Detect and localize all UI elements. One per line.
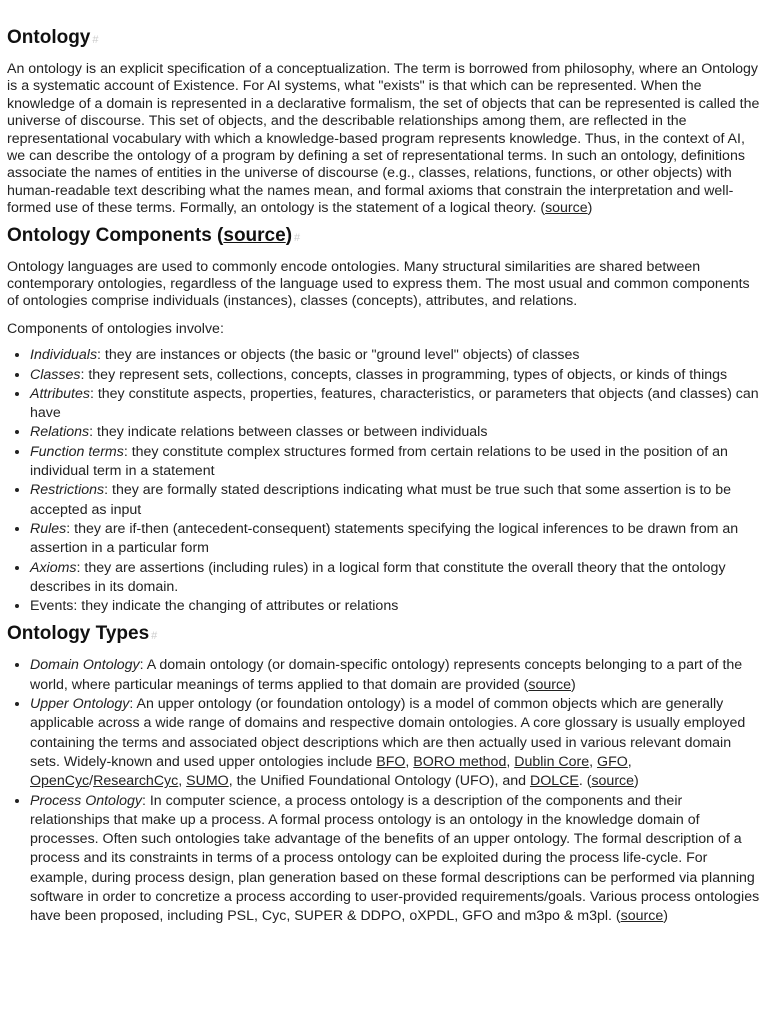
components-intro-paragraph: Ontology languages are used to commonly encode ontologies. Many structural similarities are shared between contemporary ontologies, regardless of the language used to express them. The most usual and common components of ontologies comprise individuals (instances), classes (concepts), attributes, and relations. <box>7 258 750 310</box>
term-upper-ontology: Upper Ontology <box>30 696 130 713</box>
paren-close: ) <box>634 773 639 790</box>
component-term: Individuals <box>30 347 98 364</box>
heading-components <box>7 224 760 250</box>
component-description: : they represent sets, collections, concepts, classes in programming, types of objects, or kinds of things <box>80 366 728 383</box>
separator: , <box>405 753 414 770</box>
process-ontology-text: : In computer science, a process ontology is a description of the components and their relationships that make up a process. A formal process ontology is an ontology in the knowledge domain of processes. Often such ontologies take advantage of the benefits of an upper ontology. The formal description of a process and its constraints in terms of a process ontology can be exploited during the process life-cycle. For example, during process design, plan generation based on these formal descriptions can be performed via planning software in order to concretize a process according to user-provided requirements/goals. Various process ontologies have been proposed, including PSL, Cyc, SUPER & DDPO, oXPDL, GFO and m3po & m3pl. ( <box>30 792 760 925</box>
component-term: Attributes <box>30 385 90 402</box>
separator: , <box>178 773 187 790</box>
component-description: : they are instances or objects (the basic or "ground level" objects) of classes <box>97 347 580 364</box>
list-item: • Events: they indicate the changing of attributes or relations <box>30 597 760 616</box>
source-link[interactable]: source <box>591 773 635 790</box>
ontology-definition-paragraph <box>7 61 760 218</box>
link-gfo[interactable]: GFO <box>597 753 628 770</box>
paren-close: ) <box>587 200 593 217</box>
heading-anchor-link[interactable]: # <box>92 34 99 46</box>
separator: , <box>627 753 632 770</box>
component-term: Relations <box>30 424 90 441</box>
upper-ontology-text: : An upper ontology (or foundation ontology) is a model of common objects which are generally applicable across a wide range of domains and respective domain ontologies. A core glossary is usually employed containing the terms and associated object descriptions which are then actually used in various relevant domain sets. Widely-known and used upper ontologies include <box>30 696 746 770</box>
separator: , <box>506 753 515 770</box>
list-item <box>30 481 760 520</box>
link-opencyc[interactable]: OpenCyc <box>30 773 90 790</box>
link-sumo[interactable]: SUMO <box>186 773 229 790</box>
component-description: : they indicate relations between classes or between individuals <box>89 424 488 441</box>
heading-ontology-text: Ontology <box>7 27 91 48</box>
source-link[interactable]: source <box>528 676 571 693</box>
link-bfo[interactable]: BFO <box>376 753 406 770</box>
component-description: : they are if-then (antecedent-consequent) statements specifying the logical inferences to be drawn from an assertion in a particular form <box>30 520 739 557</box>
heading-anchor-link[interactable]: # <box>151 630 158 643</box>
component-description: : they are assertions (including rules) in a logical form that constitute the overall theory that the ontology describes in its domain. <box>30 559 726 595</box>
component-description: : they are formally stated descriptions indicating what must be true such that some assertion is to be accepted as input <box>30 482 732 518</box>
component-term: Axioms <box>30 559 77 576</box>
component-term: Classes <box>30 366 81 383</box>
term-domain-ontology: Domain Ontology <box>30 657 140 674</box>
list-item <box>30 520 760 559</box>
domain-ontology-text: : A domain ontology (or domain-specific ontology) represents concepts belonging to a part of the world, where particular meanings of terms applied to that domain are provided ( <box>30 657 743 693</box>
ufo-text: , the Unified Foundational Ontology (UFO), and <box>228 773 530 790</box>
heading-ontology <box>7 0 760 52</box>
list-item-process-ontology <box>30 792 760 927</box>
types-list <box>7 656 760 926</box>
link-boro-method[interactable]: BORO method <box>413 753 507 770</box>
list-item-domain-ontology <box>30 656 760 695</box>
link-researchcyc[interactable]: ResearchCyc <box>93 773 179 790</box>
separator-slash: / <box>89 773 94 790</box>
term-process-ontology: Process Ontology <box>30 792 142 809</box>
separator: , <box>589 753 598 770</box>
heading-source-link[interactable]: source <box>223 224 286 246</box>
source-link[interactable]: source <box>620 908 664 925</box>
paren-close: ) <box>663 908 668 925</box>
ontology-paragraph-text: An ontology is an explicit specification of a conceptualization. The term is borrowed from philosophy, where an Ontology is a systematic account of Existence. For AI systems, what "exists" is that which can be represented. When the knowledge of a domain is represented in a declarative formalism, the set of objects that can be represented is called the universe of discourse. This set of objects, and the describable relationships among them, are reflected in the representational vocabulary with which a knowledge-based program represents knowledge. Thus, in the context of AI, we can describe the ontology of a program by defining a set of representational terms. In such an ontology, definitions associate the names of entities in the universe of discourse (e.g., classes, relations, functions, or other objects) with human-readable text describing what the names mean, and formal axioms that constrain the interpretation and well-formed use of these terms. Formally, an ontology is the statement of a logical theory. ( <box>7 61 760 217</box>
heading-paren-close: ) <box>285 224 293 246</box>
component-term: Function terms <box>30 443 124 460</box>
component-description: : they constitute aspects, properties, features, characteristics, or parameters that objects (and classes) can have <box>30 385 759 422</box>
link-dolce[interactable]: DOLCE <box>529 773 579 790</box>
list-item <box>30 385 760 424</box>
list-item <box>30 346 760 365</box>
paren-close: ) <box>571 676 576 693</box>
heading-types-text: Ontology Types <box>7 623 150 645</box>
component-term: Rules <box>30 520 67 537</box>
component-term: Restrictions <box>30 482 105 499</box>
paren-open: . ( <box>578 773 592 790</box>
source-link[interactable]: source <box>545 200 588 217</box>
heading-types <box>7 622 760 648</box>
heading-anchor-link[interactable]: # <box>294 231 301 244</box>
link-dublin-core[interactable]: Dublin Core <box>514 753 590 770</box>
list-item <box>30 423 760 442</box>
list-item <box>30 559 760 598</box>
list-item <box>30 366 760 385</box>
components-list <box>7 346 760 616</box>
heading-components-text: Ontology Components ( <box>7 224 224 246</box>
list-item <box>30 443 760 482</box>
component-description: : they constitute complex structures formed from certain relations to be used in the position of an individual term in a statement <box>30 443 728 480</box>
list-item-upper-ontology <box>30 695 760 791</box>
components-lead-paragraph: Components of ontologies involve: <box>7 320 224 337</box>
